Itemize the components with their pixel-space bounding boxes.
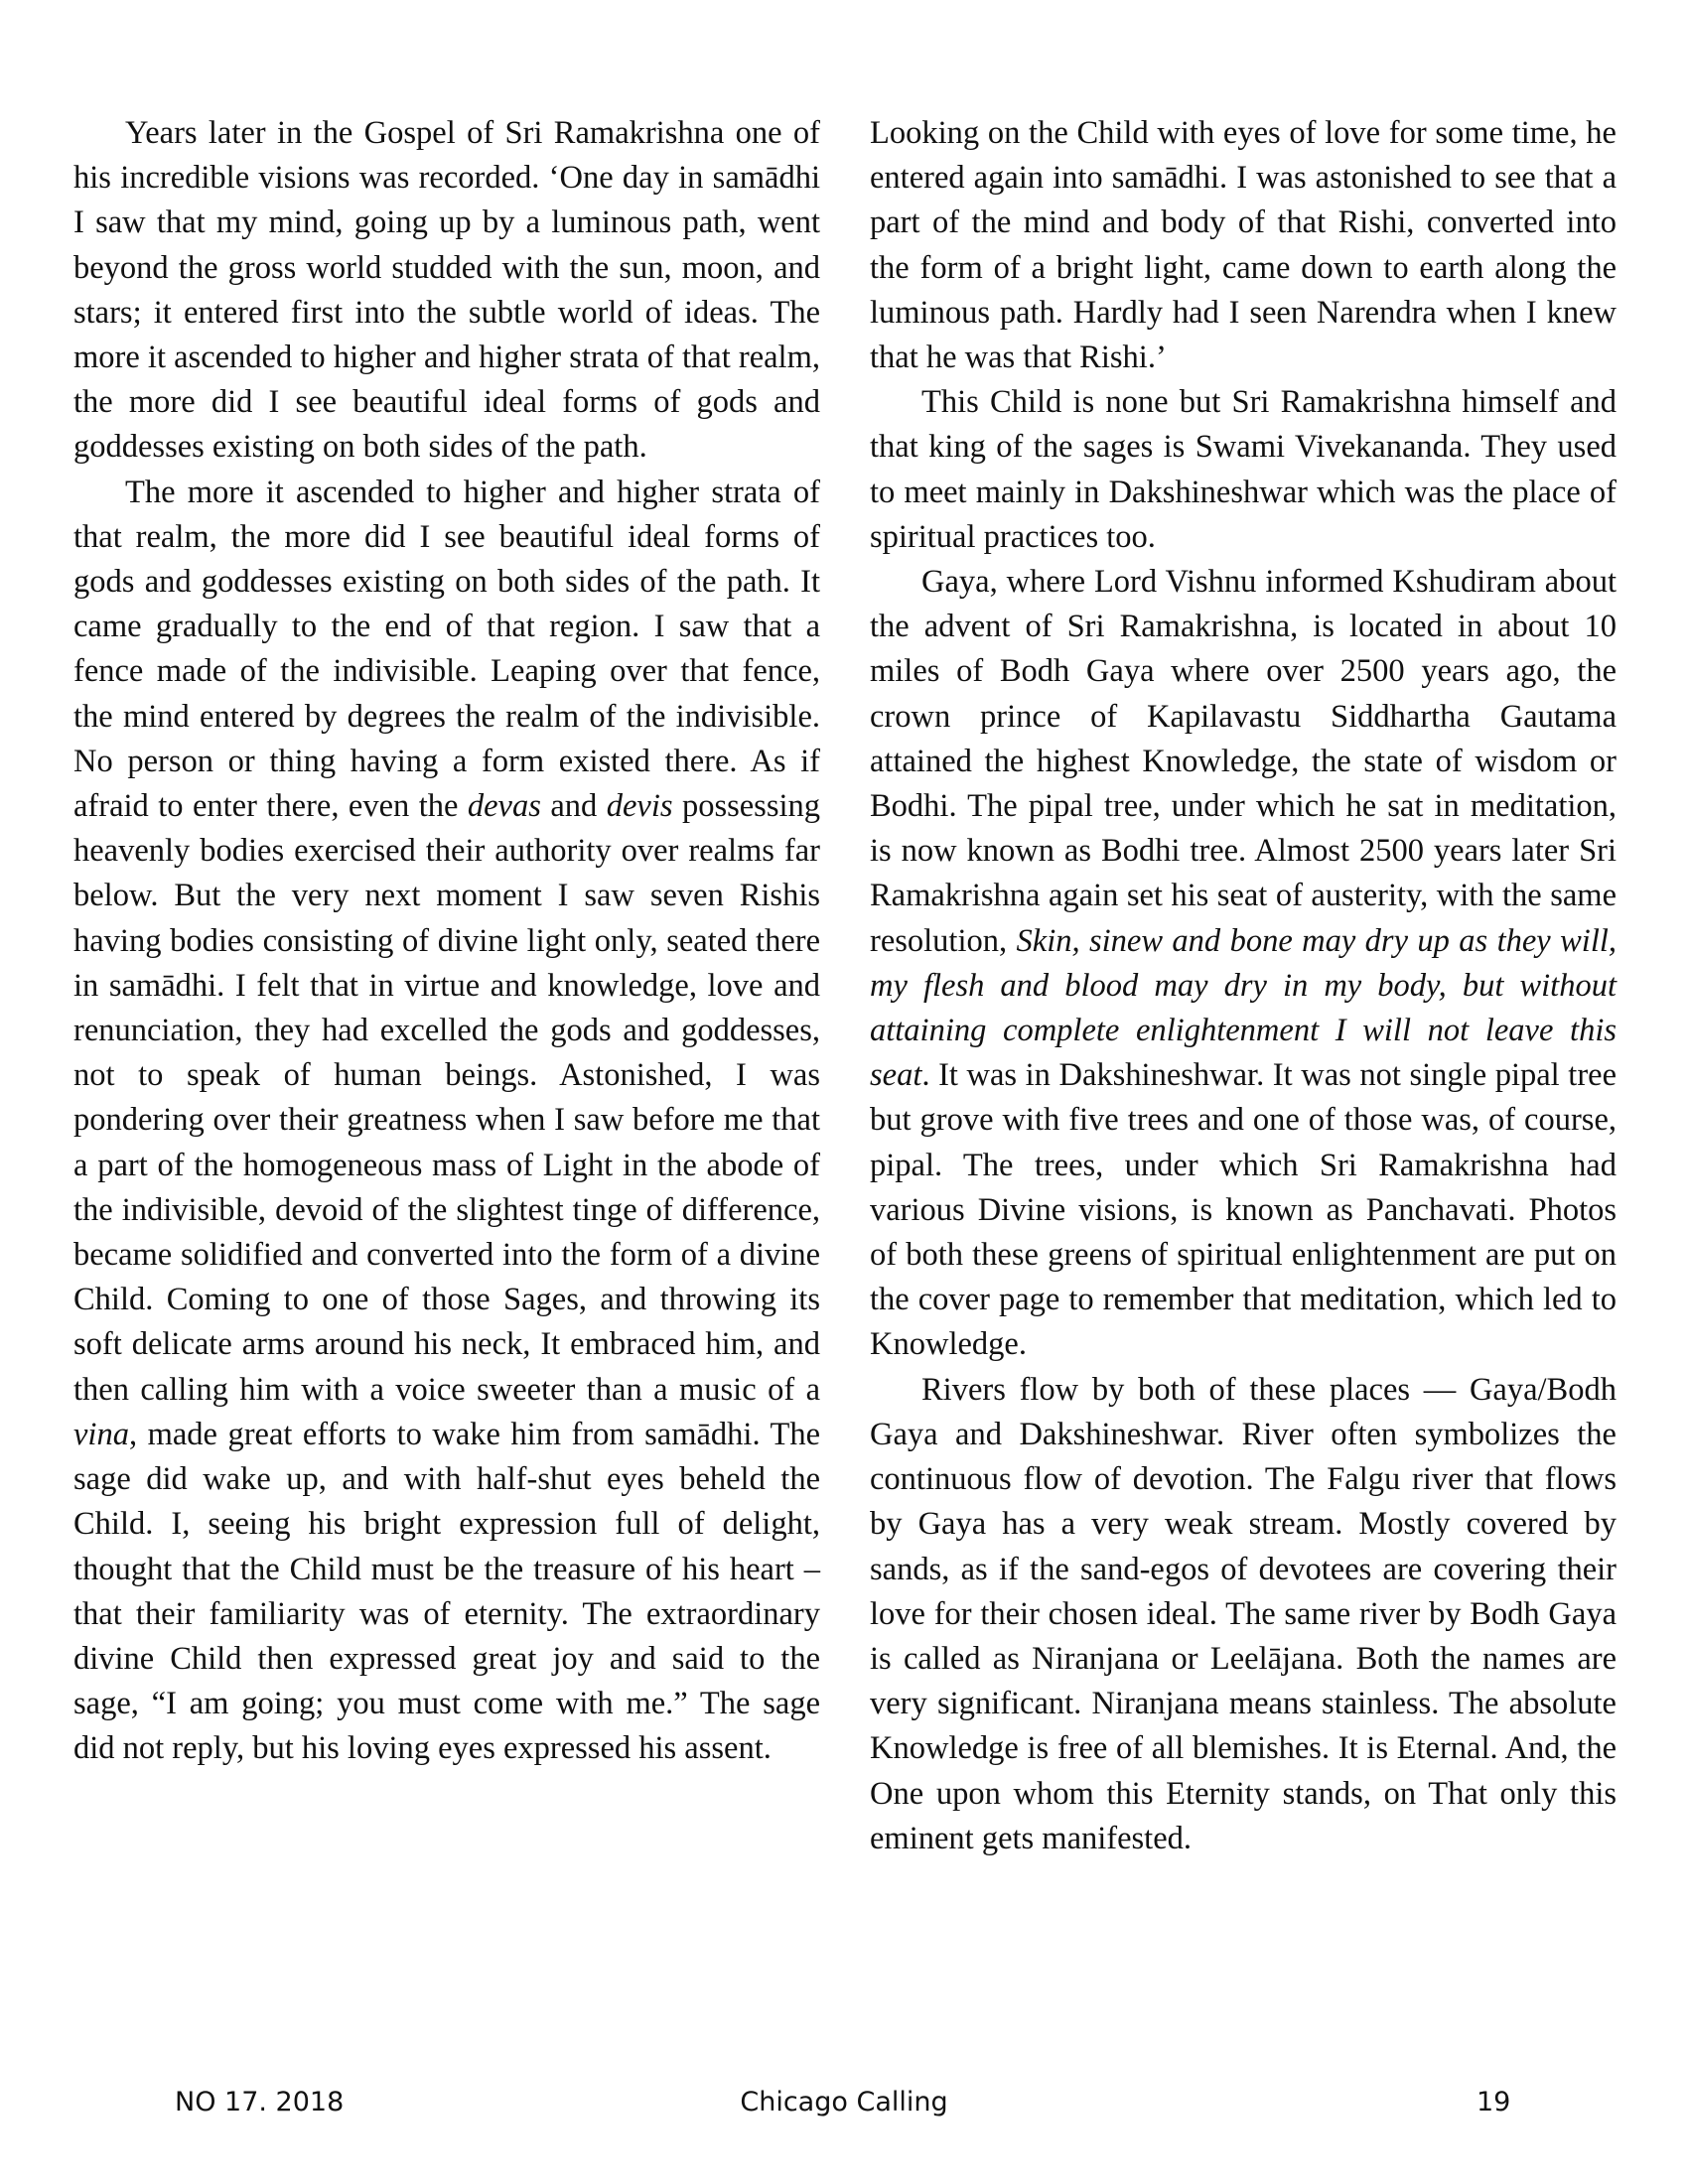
text-run: and	[540, 788, 607, 825]
paragraph	[870, 560, 1617, 1368]
italic-term: devas	[467, 788, 541, 825]
page-number: 19	[1477, 2087, 1511, 2117]
right-column	[870, 111, 1617, 1861]
italic-quote: Skin, sinew and bone may dry up as they will, my flesh and blood may dry in my body, but without attaining complete enlightenment I will not leave this seat	[870, 922, 1618, 1094]
text-run: possessing heavenly bodies exercised their authority over realms far below. But the very next moment I saw seven Rishis having bodies consisting of divine light only, seated there in samādhi. I felt that in virtue and knowledge, love and renunciation, they had excelled the gods and goddesses, not to speak of human beings. Astonished, I was pondering over their greatness when I saw before me that a part of the homogeneous mass of Light in the abode of the indivisible, devoid of the slightest tinge of difference, became solidified and converted into the form of a divine Child. Coming to one of those Sages, and throwing its soft delicate arms around his neck, It embraced him, and then calling him with a voice sweeter than a music of a	[73, 788, 821, 1408]
paragraph: This Child is none but Sri Ramakrishna himself and that king of the sages is Swami Vivekananda. They used to meet mainly in Dakshineshwar which was the place of spiritual practices too.	[870, 384, 1617, 555]
paragraph	[73, 471, 820, 1772]
text-run: , made great efforts to wake him from samādhi. The sage did wake up, and with half-shut eyes beheld the Child. I, seeing his bright expression full of delight, thought that the Child must be the treasure of his heart – that their familiarity was of eternity. The extraordinary divine Child then expressed great joy and said to the sage, “I am going; you must come with me.” The sage did not reply, but his loving eyes expressed his assent.	[73, 1416, 820, 1767]
paragraph: Rivers flow by both of these places — Gaya/Bodh Gaya and Dakshineshwar. River often symbolizes the continuous flow of devotion. The Falgu river that flows by Gaya has a very weak stream. Mostly covered by sands, as if the sand-egos of devotees are covering their love for their chosen ideal. The same river by Bodh Gaya is called as Niranjana or Leelājana. Both the names are very significant. Niranjana means stainless. The absolute Knowledge is free of all blemishes. It is Eternal. And, the One upon whom this Eternity stands, on That only this eminent gets manifested.	[870, 1371, 1617, 1856]
left-column	[73, 111, 820, 1772]
text-run: . It was in Dakshineshwar. It was not single pipal tree but grove with five trees and one of those was, of course, pipal. The trees, under which Sri Ramakrishna had various Divine visions, is known as Panchavati. Photos of both these greens of spiritual enlightenment are put on the cover page to remember that meditation, which led to Knowledge.	[870, 1057, 1617, 1363]
paragraph: Looking on the Child with eyes of love for some time, he entered again into samādhi. I was astonished to see that a part of the mind and body of that Rishi, converted into the form of a bright light, came down to earth along the luminous path. Hardly had I seen Narendra when I knew that he was that Rishi.’	[870, 115, 1617, 376]
footer-publication: Chicago Calling	[740, 2087, 948, 2117]
paragraph: Years later in the Gospel of Sri Ramakrishna one of his incredible visions was recorded. ‘One day in samādhi I saw that my mind, going up by a luminous path, went beyond the gross world studded with the sun, moon, and stars; it entered first into the subtle world of ideas. The more it ascended to higher and higher strata of that realm, the more did I see beautiful ideal forms of gods and goddesses existing on both sides of the path.	[73, 115, 820, 466]
text-run: The more it ascended to higher and higher strata of that realm, the more did I see beautiful ideal forms of gods and goddesses existing on both sides of the path. It came gradually to the end of that region. I saw that a fence made of the indivisible. Leaping over that fence, the mind entered by degrees the realm of the indivisible. No person or thing having a form existed there. As if afraid to enter there, even the	[73, 474, 820, 825]
italic-term: devis	[606, 788, 673, 825]
text-run: Gaya, where Lord Vishnu informed Kshudiram about the advent of Sri Ramakrishna, is located in about 10 miles of Bodh Gaya where over 2500 years ago, the crown prince of Kapilavastu Siddhartha Gautama attained the highest Knowledge, the state of wisdom or Bodhi. The pipal tree, under which he sat in meditation, is now known as Bodhi tree. Almost 2500 years later Sri Ramakrishna again set his seat of austerity, with the same resolution,	[870, 564, 1617, 959]
italic-term: vina	[73, 1416, 129, 1452]
footer-issue: NO 17. 2018	[175, 2087, 345, 2117]
